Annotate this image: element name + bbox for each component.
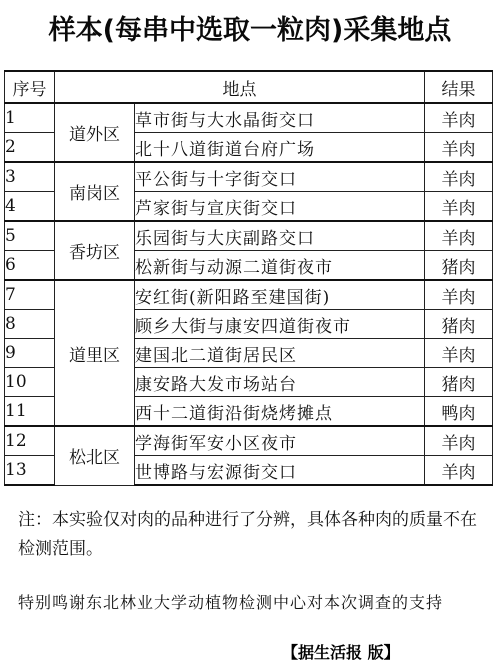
row-no: 4 bbox=[5, 192, 55, 222]
row-no: 6 bbox=[5, 251, 55, 281]
table-row bbox=[5, 103, 493, 133]
row-no: 13 bbox=[5, 456, 55, 486]
table-header-row bbox=[5, 71, 493, 103]
row-result: 羊肉 bbox=[425, 103, 493, 133]
page-title: 样本(每串中选取一粒肉)采集地点 bbox=[48, 15, 452, 46]
header-location: 地点 bbox=[55, 71, 425, 103]
row-no: 7 bbox=[5, 280, 55, 310]
row-location: 平公街与十字街交口 bbox=[135, 162, 425, 192]
table-row bbox=[5, 426, 493, 456]
row-location: 世博路与宏源街交口 bbox=[135, 456, 425, 486]
row-result: 羊肉 bbox=[425, 426, 493, 456]
row-result: 羊肉 bbox=[425, 221, 493, 251]
row-location: 松新街与动源二道街夜市 bbox=[135, 251, 425, 281]
row-location: 建国北二道街居民区 bbox=[135, 339, 425, 368]
row-no: 2 bbox=[5, 133, 55, 163]
row-location: 康安路大发市场站台 bbox=[135, 368, 425, 397]
header-result: 结果 bbox=[425, 71, 493, 103]
row-no: 9 bbox=[5, 339, 55, 368]
row-no: 1 bbox=[5, 103, 55, 133]
row-result: 羊肉 bbox=[425, 192, 493, 222]
row-location: 安红街(新阳路至建国街) bbox=[135, 280, 425, 310]
disclaimer-note: 注：本实验仅对肉的品种进行了分辨，具体各种肉的质量不在检测范围。 bbox=[18, 510, 477, 559]
acknowledgement: 特别鸣谢东北林业大学动植物检测中心对本次调查的支持 bbox=[18, 593, 444, 612]
row-result: 猪肉 bbox=[425, 368, 493, 397]
row-result: 羊肉 bbox=[425, 339, 493, 368]
row-location: 北十八道街道台府广场 bbox=[135, 133, 425, 163]
row-location: 学海街军安小区夜市 bbox=[135, 426, 425, 456]
row-location: 芦家街与宣庆街交口 bbox=[135, 192, 425, 222]
row-no: 10 bbox=[5, 368, 55, 397]
district-cell: 南岗区 bbox=[55, 162, 135, 221]
row-no: 5 bbox=[5, 221, 55, 251]
row-no: 12 bbox=[5, 426, 55, 456]
district-cell: 道外区 bbox=[55, 103, 135, 162]
row-no: 3 bbox=[5, 162, 55, 192]
row-result: 猪肉 bbox=[425, 310, 493, 339]
row-location: 乐园街与大庆副路交口 bbox=[135, 221, 425, 251]
row-location: 西十二道街沿街烧烤摊点 bbox=[135, 397, 425, 427]
row-no: 8 bbox=[5, 310, 55, 339]
district-cell: 香坊区 bbox=[55, 221, 135, 280]
row-location: 顾乡大街与康安四道街夜市 bbox=[135, 310, 425, 339]
row-result: 鸭肉 bbox=[425, 397, 493, 427]
header-no: 序号 bbox=[5, 71, 55, 103]
table-row bbox=[5, 162, 493, 192]
table-row bbox=[5, 280, 493, 310]
row-location: 草市街与大水晶街交口 bbox=[135, 103, 425, 133]
row-result: 羊肉 bbox=[425, 280, 493, 310]
table-row bbox=[5, 221, 493, 251]
source-tag: 【据生活报 版】 bbox=[282, 643, 400, 660]
row-result: 羊肉 bbox=[425, 133, 493, 163]
district-cell: 松北区 bbox=[55, 426, 135, 485]
row-result: 羊肉 bbox=[425, 162, 493, 192]
row-result: 猪肉 bbox=[425, 251, 493, 281]
row-result: 羊肉 bbox=[425, 456, 493, 486]
sample-locations-table bbox=[4, 70, 493, 486]
district-cell: 道里区 bbox=[55, 280, 135, 426]
row-no: 11 bbox=[5, 397, 55, 427]
